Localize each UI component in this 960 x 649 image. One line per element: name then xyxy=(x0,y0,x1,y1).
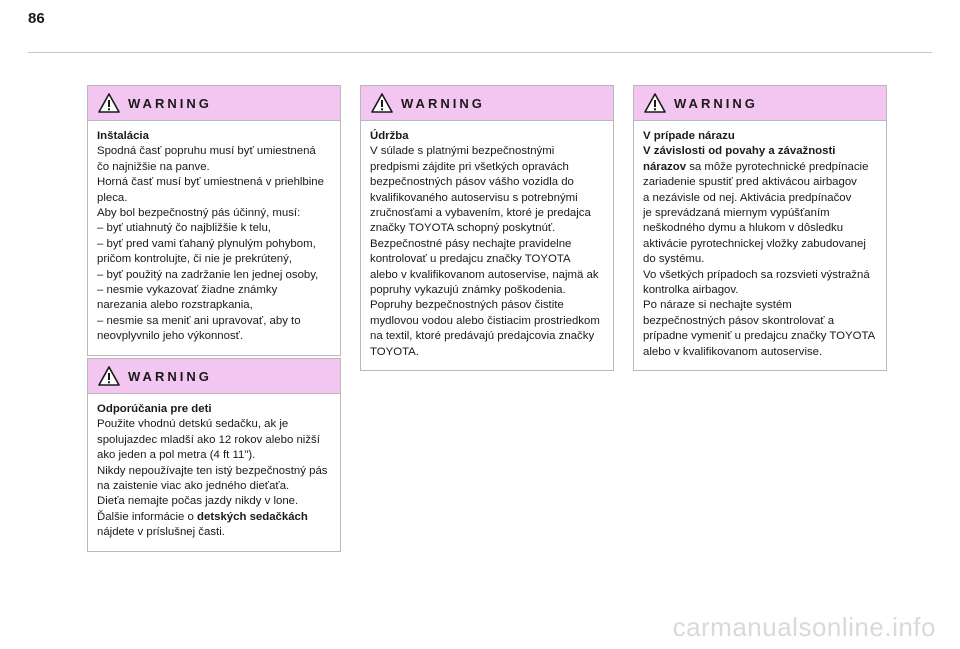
warning-body xyxy=(361,121,613,370)
text-line: bezpečnostných pásov skontrolovať a xyxy=(643,314,835,327)
warning-label: WARNING xyxy=(128,368,212,384)
text-line: aktivácie pyrotechnickej vložky zabudovanej xyxy=(643,237,866,250)
text-line: TOYOTA. xyxy=(370,345,419,358)
text-line: Spodná časť popruhu musí byť umiestnená xyxy=(97,145,316,158)
warning-body xyxy=(88,394,340,551)
text-line: na textil, ktoré predávajú predajcovia značky xyxy=(370,330,595,343)
warning-label: WARNING xyxy=(401,95,485,111)
section-title: V prípade nárazu xyxy=(643,130,735,142)
section-subtitle: V závislosti od povahy a závažnosti xyxy=(643,145,836,158)
text-line: Vo všetkých prípadoch sa rozsvieti výstražná xyxy=(643,268,870,281)
text-line: Bezpečnostné pásy nechajte pravidelne xyxy=(370,237,572,250)
text-line: pričom kontrolujte, či nie je prekrútený, xyxy=(97,253,292,266)
warning-header xyxy=(88,359,340,394)
text-line: kontrolovať u predajcu značky TOYOTA xyxy=(370,253,571,266)
text-line: mydlovou vodou alebo čistiacim prostriedkom xyxy=(370,314,600,327)
bold-fragment: nárazov xyxy=(643,160,687,173)
section-title: Inštalácia xyxy=(97,130,149,142)
text-line: Dieťa nemajte počas jazdy nikdy v lone. xyxy=(97,495,299,508)
text-line: kontrolka airbagov. xyxy=(643,284,739,297)
warning-body xyxy=(634,121,886,370)
text-line: Popruhy bezpečnostných pásov čistite xyxy=(370,299,564,312)
text-line xyxy=(97,510,332,525)
text-line: a nezávisle od nej. Aktivácia predpínačov xyxy=(643,191,852,204)
text-line: zariadenie spustiť pred aktivácou airbagov xyxy=(643,176,857,189)
text-line: narezania alebo rozstrapkania, xyxy=(97,299,253,312)
text-line: značky TOYOTA schopný poskytnúť. xyxy=(370,222,556,235)
text-line: popruhy vykazujú známky poškodenia. xyxy=(370,284,566,297)
warning-label: WARNING xyxy=(128,95,212,111)
warning-triangle-icon xyxy=(644,93,666,113)
text-line: V súlade s platnými bezpečnostnými xyxy=(370,145,555,158)
warning-box-children xyxy=(87,358,341,552)
section-title: Údržba xyxy=(370,130,409,142)
text-line: Použite vhodnú detskú sedačku, ak je xyxy=(97,418,289,431)
bold-reference: detských sedačkách xyxy=(197,510,308,523)
text-line: neovplyvnilo jeho výkonnosť. xyxy=(97,330,244,343)
text-line: alebo v kvalifikovanom autoservise. xyxy=(643,345,823,358)
warning-header xyxy=(361,86,613,121)
text-line: na zaistenie viac ako jedného dieťaťa. xyxy=(97,480,290,493)
section-title: Odporúčania pre deti xyxy=(97,403,212,415)
warning-label: WARNING xyxy=(674,95,758,111)
text-line: – byť použitý na zadržanie len jednej osoby, xyxy=(97,268,319,281)
text-line: prípadne vymeniť u predajcu značky TOYOTA xyxy=(643,330,876,343)
text-line: pleca. xyxy=(97,191,128,204)
text-line: – nesmie vykazovať žiadne známky xyxy=(97,284,278,297)
text-line: kvalifikovaného autoservisu s potrebnými xyxy=(370,191,578,204)
text-line: zručnosťami a vybavením, ktoré je predajca xyxy=(370,207,591,220)
text-line: Nikdy nepoužívajte ten istý bezpečnostný pás xyxy=(97,464,328,477)
header-rule xyxy=(28,52,932,53)
warning-box-maintenance xyxy=(360,85,614,371)
text-line: Horná časť musí byť umiestnená v priehlbine xyxy=(97,176,324,189)
text-line: spolujazdec mladší ako 12 rokov alebo nižší xyxy=(97,433,320,446)
warning-header xyxy=(88,86,340,121)
warning-triangle-icon xyxy=(98,366,120,386)
text-fragment: Ďalšie informácie o xyxy=(97,510,198,523)
text-line xyxy=(643,160,878,175)
watermark: carmanualsonline.info xyxy=(672,612,936,642)
warning-body xyxy=(88,121,340,355)
page-number: 86 xyxy=(28,10,45,27)
text-line: nájdete v príslušnej časti. xyxy=(97,526,225,539)
text-line: – byť pred vami ťahaný plynulým pohybom, xyxy=(97,237,316,250)
text-line: čo najnižšie na panve. xyxy=(97,160,210,173)
warning-header xyxy=(634,86,886,121)
text-line: Po náraze si nechajte systém xyxy=(643,299,792,312)
text-fragment: sa môže pyrotechnické predpínacie xyxy=(686,160,869,173)
text-line: predpismi zájdite pri všetkých opravách xyxy=(370,160,569,173)
text-line: ako jeden a pol metra (4 ft 11"). xyxy=(97,449,256,462)
warning-triangle-icon xyxy=(98,93,120,113)
text-line: do systému. xyxy=(643,253,705,266)
text-line: neškodného dymu a hlukom v dôsledku xyxy=(643,222,844,235)
text-line: je sprevádzaná miernym vypúšťaním xyxy=(643,207,830,220)
text-line: Aby bol bezpečnostný pás účinný, musí: xyxy=(97,207,301,220)
text-line: alebo v kvalifikovanom autoservise, najmä ak xyxy=(370,268,599,281)
warning-triangle-icon xyxy=(371,93,393,113)
text-line: – byť utiahnutý čo najbližšie k telu, xyxy=(97,222,271,235)
warning-box-collision xyxy=(633,85,887,371)
warning-box-installation xyxy=(87,85,341,356)
text-line: – nesmie sa meniť ani upravovať, aby to xyxy=(97,314,301,327)
text-line: bezpečnostných pásov vášho vozidla do xyxy=(370,176,574,189)
